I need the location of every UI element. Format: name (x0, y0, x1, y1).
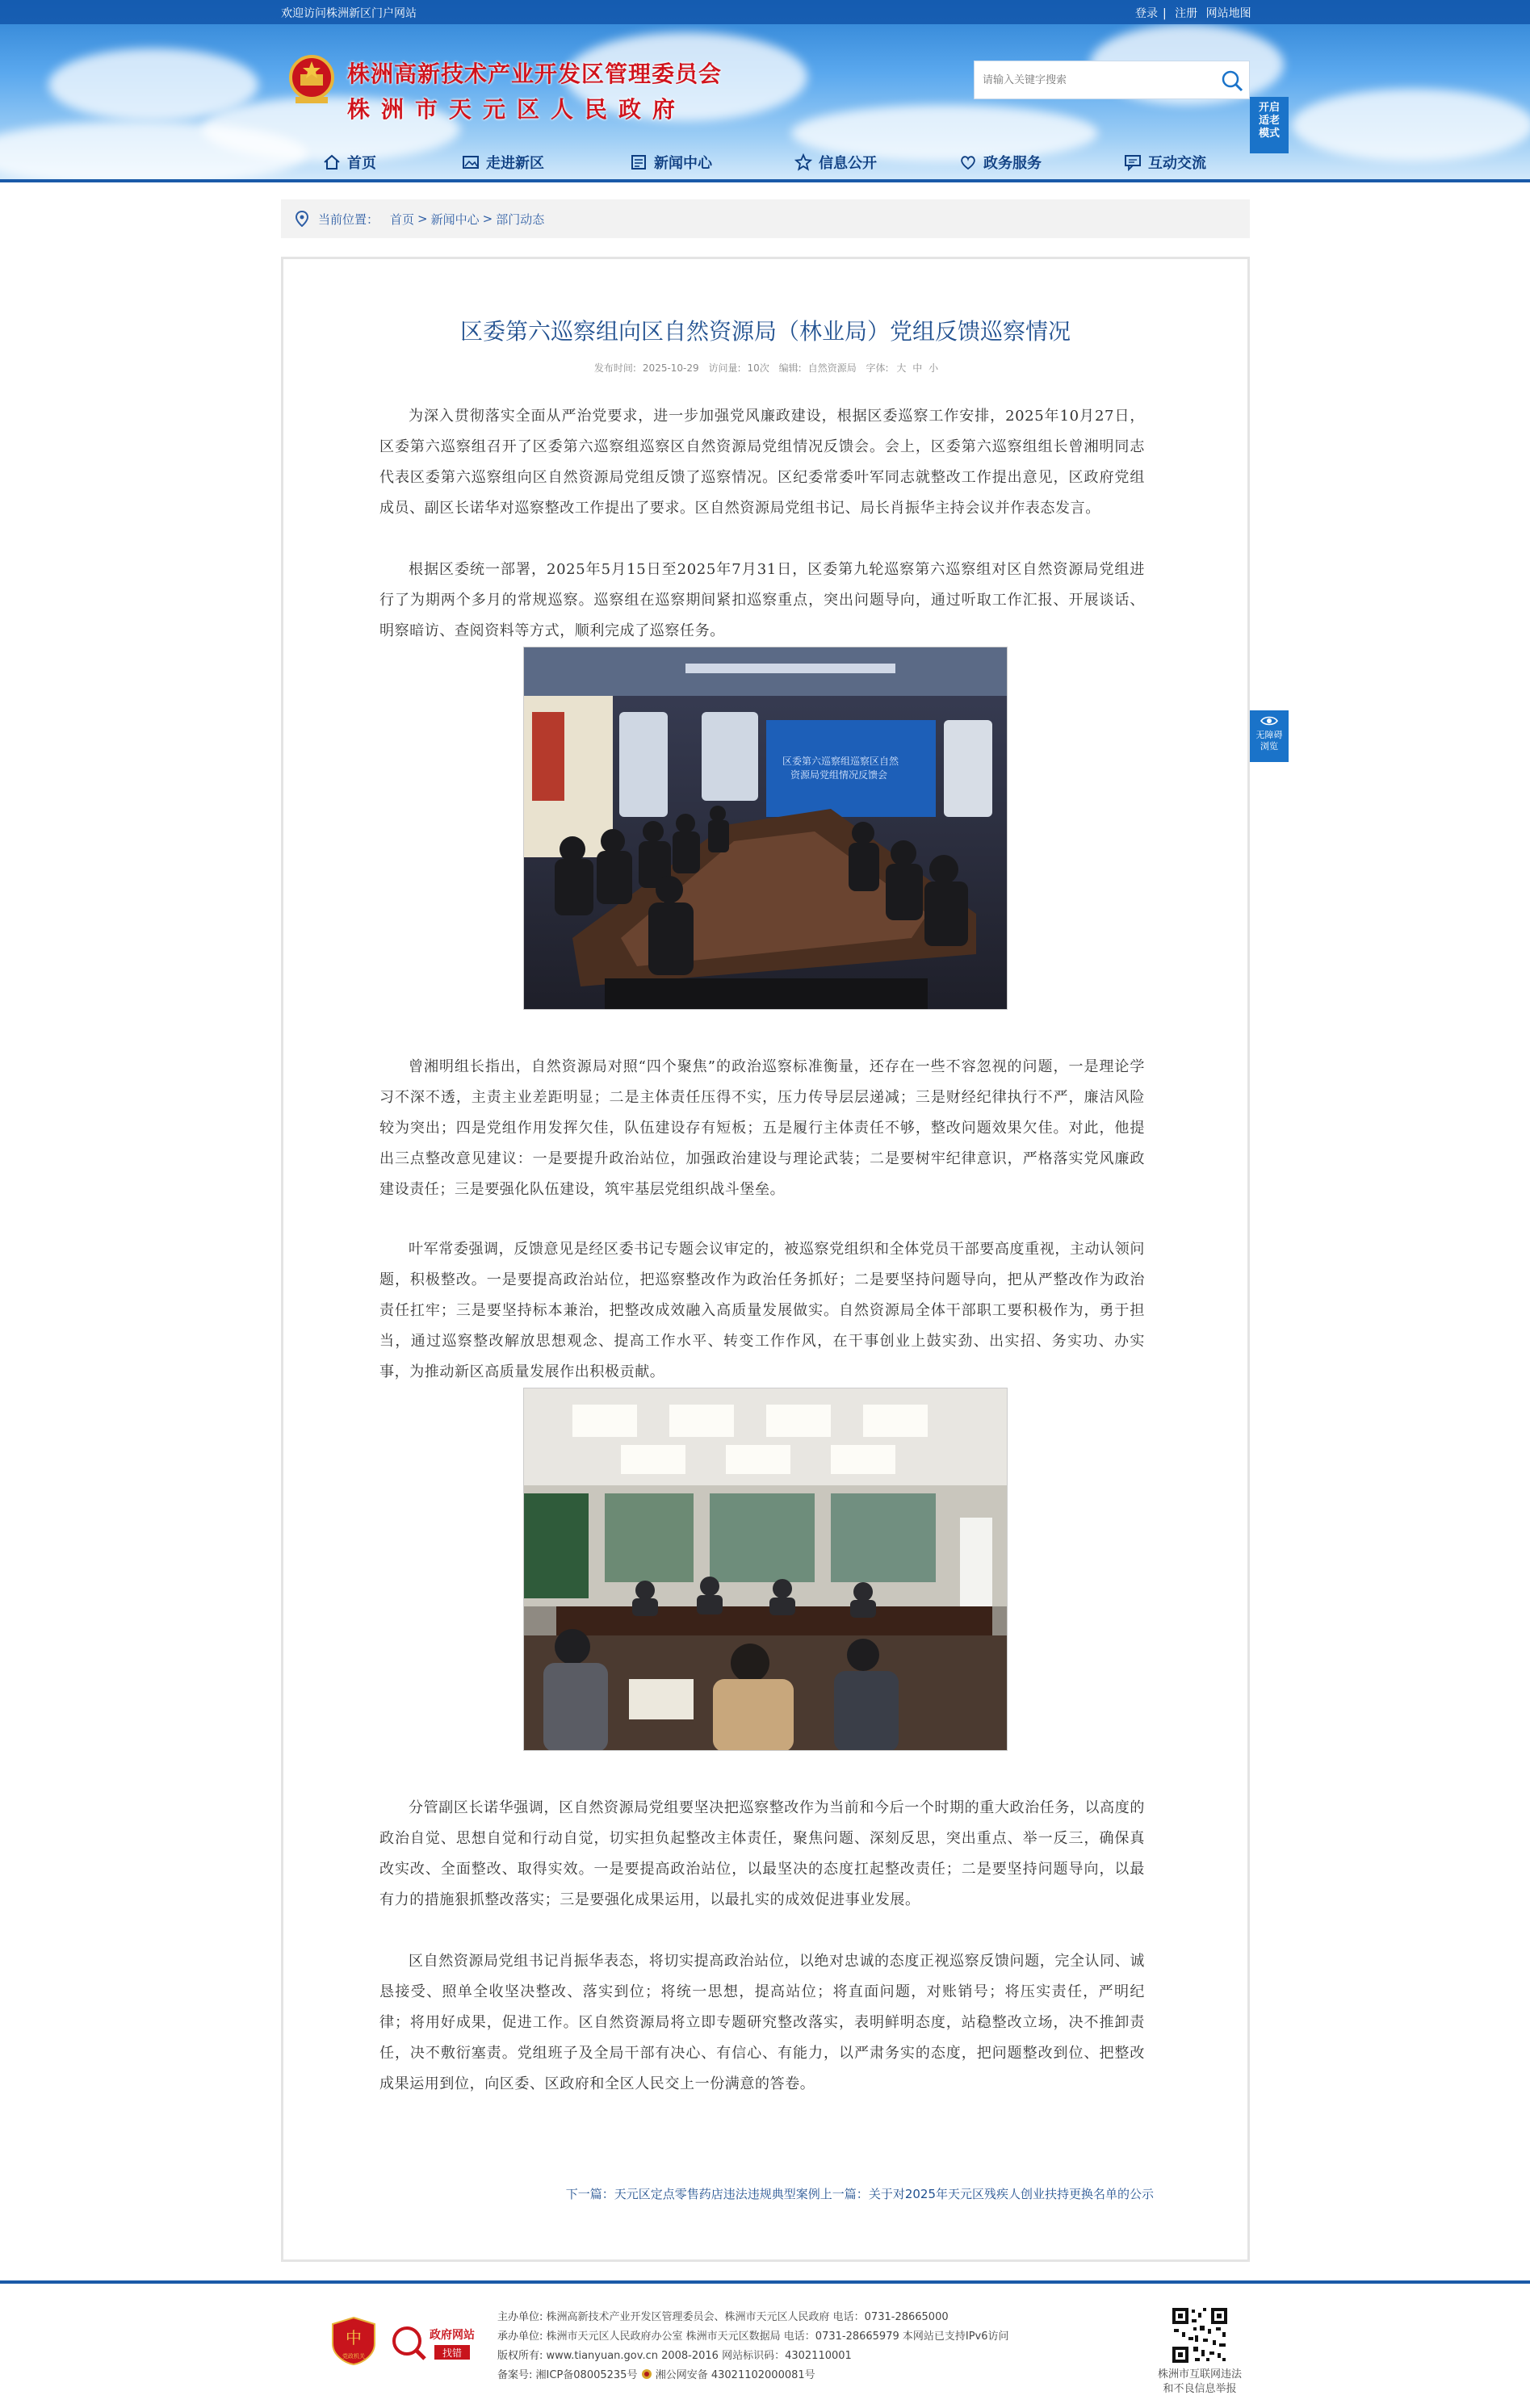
nav-label-about: 走进新区 (486, 155, 544, 172)
article-paragraph: 叶军常委强调，反馈意见是经区委书记专题会议审定的，被巡察党组织和全体党员干部要高度重视，主动认领问题，积极整改。一是要提高政治站位，把巡察整改作为政治任务抓好；二是要坚持问题导向，把从严整改作为政治责任扛牢；三是要坚持标本兼治，把整改成效融入高质量发展做实。自然资源局全体干部职工要积极作为，勇于担当，通过巡察整改解放思想观念、提高工作水平、转变工作作风，在干事创业上鼓实劲、出实招、务实功、办实事，为推动新区高质量发展作出积极贡献。 (379, 1241, 1145, 1380)
eye-icon (1260, 715, 1278, 727)
nav-item-about[interactable] (462, 149, 544, 175)
article-title: 区委第六巡察组向区自然资源局（林业局）党组反馈巡察情况 (459, 318, 1071, 345)
meeting-photo-1 (523, 647, 1008, 1010)
login-link[interactable]: 登录 (1135, 7, 1158, 20)
footer-icp-link[interactable]: 湘ICP备08005235号 (535, 2369, 638, 2381)
breadcrumb-current[interactable]: 部门动态 (496, 211, 545, 227)
meeting-photo-2 (523, 1388, 1008, 1751)
article-meta (283, 361, 1247, 375)
prev-article-link[interactable]: 关于对2025年天元区残疾人创业扶持更换名单的公示 (868, 2187, 1154, 2201)
breadcrumb-home[interactable]: 首页 (390, 211, 415, 227)
search-icon[interactable] (1220, 69, 1244, 93)
breadcrumb (281, 199, 1250, 238)
badge1-text: 党政机关 (342, 2353, 365, 2360)
top-bar (0, 0, 1530, 24)
meeting-photo-2-image (524, 1388, 1008, 1751)
meta-time: 2025-10-29 (642, 362, 699, 374)
meta-font-label: 字体: (866, 362, 889, 374)
picture-icon (462, 153, 480, 171)
accessibility-button[interactable] (1250, 710, 1289, 762)
top-divider: | (1163, 7, 1167, 20)
breadcrumb-sep: > (417, 211, 428, 226)
nav-label-info: 信息公开 (819, 155, 877, 172)
footer-copyright: www.tianyuan.gov.cn 2008-2016 网站标识码：4302110001 (546, 2350, 852, 2362)
next-label: 下一篇： (565, 2187, 614, 2201)
photo-banner-line2: 资源局党组情况反馈会 (790, 769, 888, 781)
site-title-line1: 株洲高新技术产业开发区管理委员会 (347, 61, 723, 87)
nav-item-news[interactable] (630, 149, 712, 175)
star-icon (794, 153, 812, 171)
svg-text:中: 中 (346, 2328, 362, 2347)
article-paragraph: 曾湘明组长指出，自然资源局对照“四个聚焦”的政治巡察标准衡量，还存在一些不容忽视的问题，一是理论学习不深不透，主责主业差距明显；二是主体责任压得不实，压力传导层层递减；三是财经纪律执行不严，廉洁风险较为突出；四是党组作用发挥欠佳，队伍建设存有短板；五是履行主体责任不够，整改问题效果欠佳。对此，他提出三点整改意见建议：一是要提升政治站位，加强政治建设与理论武装；二是要树牢纪律意识，严格落实党风廉政建设责任；三是要强化队伍建设，筑牢基层党组织战斗堡垒。 (379, 1058, 1145, 1198)
elder-mode-button[interactable] (1250, 97, 1289, 153)
qr-caption (1150, 2368, 1250, 2397)
font-size-small[interactable]: 小 (928, 362, 939, 374)
report-qr-code-icon (1171, 2306, 1229, 2364)
prev-label: 上一篇： (819, 2187, 869, 2201)
site-title-line2: 株洲市天元区人民政府 (347, 96, 687, 123)
top-links (1135, 5, 1256, 21)
next-article-link[interactable]: 天元区定点零售药店违法违规典型案例 (614, 2187, 820, 2201)
nav-item-home[interactable] (323, 149, 376, 175)
welcome-text: 欢迎访问株洲新区门户网站 (281, 7, 417, 20)
party-government-badge-icon[interactable] (331, 2316, 376, 2366)
home-icon (323, 153, 341, 171)
meta-views-label: 访问量: (708, 362, 741, 374)
location-pin-icon (296, 211, 308, 227)
register-link[interactable]: 注册 (1175, 7, 1198, 20)
article-paragraph: 区自然资源局党组书记肖振华表态，将切实提高政治站位，以绝对忠诚的态度正视巡察反馈问题，完全认同、诚恳接受、照单全收坚决整改、落实到位；将统一思想，提高站位；将直面问题，对账销号；将压实责任，严明纪律；将用好成果，促进工作。区自然资源局将立即专题研究整改落实，表明鲜明态度，站稳整改立场，决不推卸责任，决不敷衍塞责。党组班子及全局干部有决心、有信心、有能力，以严肃务实的态度，把问题整改到位、把整改成果运用到位，向区委、区政府和全区人民交上一份满意的答卷。 (379, 1953, 1145, 2092)
meeting-photo-1-image (524, 647, 1008, 1010)
nav-label-home: 首页 (347, 155, 376, 172)
chat-icon (1124, 153, 1142, 171)
footer-icp-label: 备案号: (497, 2369, 533, 2381)
nav-label-interaction: 互动交流 (1148, 155, 1206, 172)
footer-organizer-label: 承办单位: (497, 2331, 543, 2343)
article-pagination (283, 2185, 1247, 2202)
nav-item-service[interactable] (959, 149, 1042, 175)
meta-editor-label: 编辑: (778, 362, 802, 374)
sitemap-link[interactable]: 网站地图 (1205, 7, 1251, 20)
site-title (347, 57, 722, 124)
meta-views: 10次 (747, 362, 769, 374)
national-emblem-icon (287, 52, 336, 108)
qr-caption-line1: 株洲市互联网违法 (1157, 2368, 1242, 2381)
meta-time-label: 发布时间: (593, 362, 636, 374)
nav-label-news: 新闻中心 (654, 155, 712, 172)
elder-mode-line2: 适老 (1258, 115, 1280, 127)
footer-host: 株洲高新技术产业开发区管理委员会、株洲市天元区人民政府 电话：0731-28665000 (546, 2311, 949, 2323)
font-size-large[interactable]: 大 (896, 362, 907, 374)
breadcrumb-news[interactable]: 新闻中心 (430, 211, 480, 227)
meta-editor: 自然资源局 (807, 362, 857, 374)
header-divider (0, 179, 1530, 182)
search-input[interactable] (983, 68, 1209, 92)
main-nav (323, 149, 1211, 175)
footer-info (497, 2308, 1009, 2385)
nav-item-info[interactable] (794, 149, 877, 175)
elder-mode-line1: 开启 (1258, 102, 1280, 114)
badge2-line1: 政府网站 (430, 2329, 475, 2342)
footer-copyright-label: 版权所有: (497, 2350, 543, 2362)
footer-organizer: 株洲市天元区人民政府办公室 株洲市天元区数据局 电话：0731-28665979 本网站已支持IPv6访问 (546, 2331, 1009, 2343)
article-paragraph: 为深入贯彻落实全面从严治党要求，进一步加强党风廉政建设，根据区委巡察工作安排，2025年10月27日，区委第六巡察组召开了区委第六巡察组巡察区自然资源局党组情况反馈会。会上，区委第六巡察组组长曾湘明同志代表区委第六巡察组向区自然资源局党组反馈了巡察情况。区纪委常委叶军同志就整改工作提出意见，区政府党组成员、副区长诺华对巡察整改工作提出了要求。区自然资源局党组书记、局长肖振华主持会议并作表态发言。 (379, 408, 1145, 517)
breadcrumb-sep: > (482, 211, 493, 226)
site-header (0, 0, 1530, 182)
heart-icon (959, 153, 977, 171)
qr-caption-line2: 和不良信息举报 (1163, 2383, 1237, 2395)
article-paragraph: 根据区委统一部署，2025年5月15日至2025年7月31日，区委第九轮巡察第六巡察组对区自然资源局党组进行了为期两个多月的常规巡察。巡察组在巡察期间紧扣巡察重点，突出问题导向，通过听取工作汇报、开展谈话、明察暗访、查阅资料等方式，顺利完成了巡察任务。 (379, 561, 1145, 639)
breadcrumb-label: 当前位置： (318, 211, 379, 227)
site-footer (0, 2284, 1530, 2408)
accessibility-line1: 无障碍 (1255, 730, 1283, 740)
government-site-error-report-icon[interactable] (391, 2316, 480, 2366)
nav-label-service: 政务服务 (983, 155, 1042, 172)
badge2-line2: 找错 (442, 2347, 463, 2359)
article-paragraph: 分管副区长诺华强调，区自然资源局党组要坚决把巡察整改作为当前和今后一个时期的重大政治任务，以高度的政治自觉、思想自觉和行动自觉，切实担负起整改主体责任，聚焦问题、深刻反思，突出重点、举一反三，确保真改实改、全面整改、取得实效。一是要提高政治站位，以最坚决的态度扛起整改责任；二是要坚持问题导向，以最有力的措施狠抓整改落实；三是要强化成果运用，以最扎实的成效促进事业发展。 (379, 1799, 1145, 1908)
elder-mode-line3: 模式 (1258, 128, 1280, 140)
news-icon (630, 153, 648, 171)
police-badge-icon (641, 2368, 652, 2380)
footer-police-link[interactable]: 湘公网安备 43021102000081号 (655, 2369, 815, 2381)
photo-banner-line1: 区委第六巡察组巡察区自然 (782, 756, 899, 767)
accessibility-line2: 浏览 (1260, 741, 1278, 752)
font-size-medium[interactable]: 中 (912, 362, 923, 374)
search-box (974, 61, 1250, 99)
article-container (281, 257, 1250, 2262)
nav-item-interaction[interactable] (1124, 149, 1206, 175)
footer-host-label: 主办单位: (497, 2311, 543, 2323)
